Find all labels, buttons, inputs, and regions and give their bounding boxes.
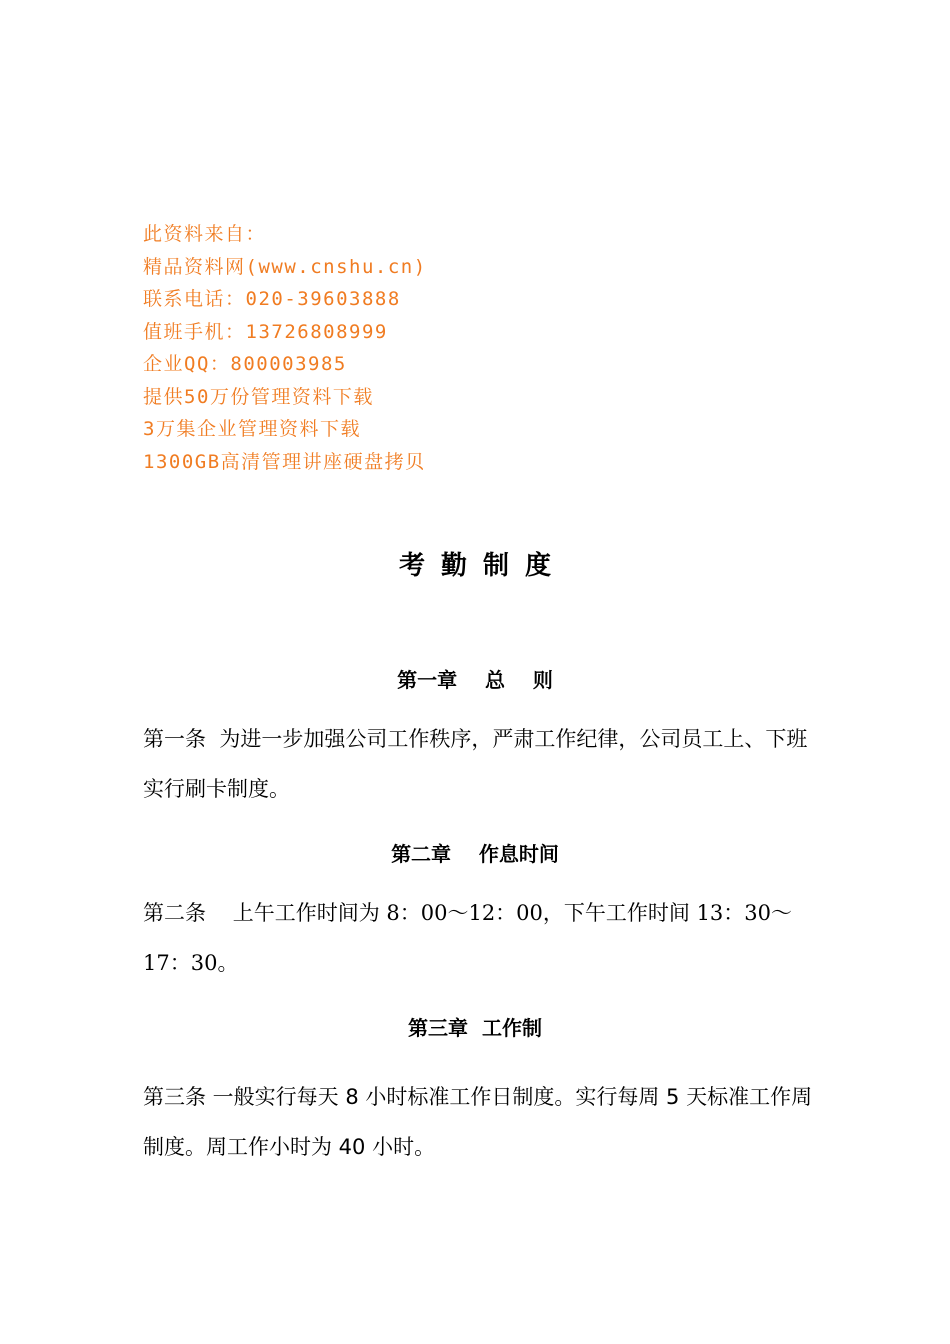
ad-line-downloads: 提供50万份管理资料下载 xyxy=(143,385,374,408)
chapter-1-heading: 第一章 总 则 xyxy=(397,668,553,692)
ad-line-mobile: 值班手机：13726808999 xyxy=(143,320,388,343)
ad-line-videos: 3万集企业管理资料下载 xyxy=(143,418,361,440)
document-title: 考勤制度 xyxy=(398,551,567,581)
ad-line-website: 精品资料网(www.cnshu.cn) xyxy=(143,255,427,278)
ad-line-phone: 联系电话：020-39603888 xyxy=(143,288,401,310)
article-2-text: 第二条 上午工作时间为 8：00～12：00，下午工作时间 13：30～17：30。 xyxy=(143,901,793,975)
ad-line-source: 此资料来自： xyxy=(143,223,267,245)
article-3-text: 第三条 一般实行每天 8 小时标准工作日制度。实行每周 5 天标准工作周制度。周工作小时为 40 小时。 xyxy=(143,1085,813,1159)
ad-line-lectures: 1300GB高清管理讲座硬盘拷贝 xyxy=(143,450,426,473)
source-ad-block xyxy=(143,218,663,478)
ad-line-qq: 企业QQ：800003985 xyxy=(143,353,347,375)
chapter-3-heading: 第三章 工作制 xyxy=(408,1016,542,1040)
article-1-text: 第一条 为进一步加强公司工作秩序，严肃工作纪律，公司员工上、下班实行刷卡制度。 xyxy=(143,727,808,801)
chapter-2-heading: 第二章 作息时间 xyxy=(391,842,559,866)
